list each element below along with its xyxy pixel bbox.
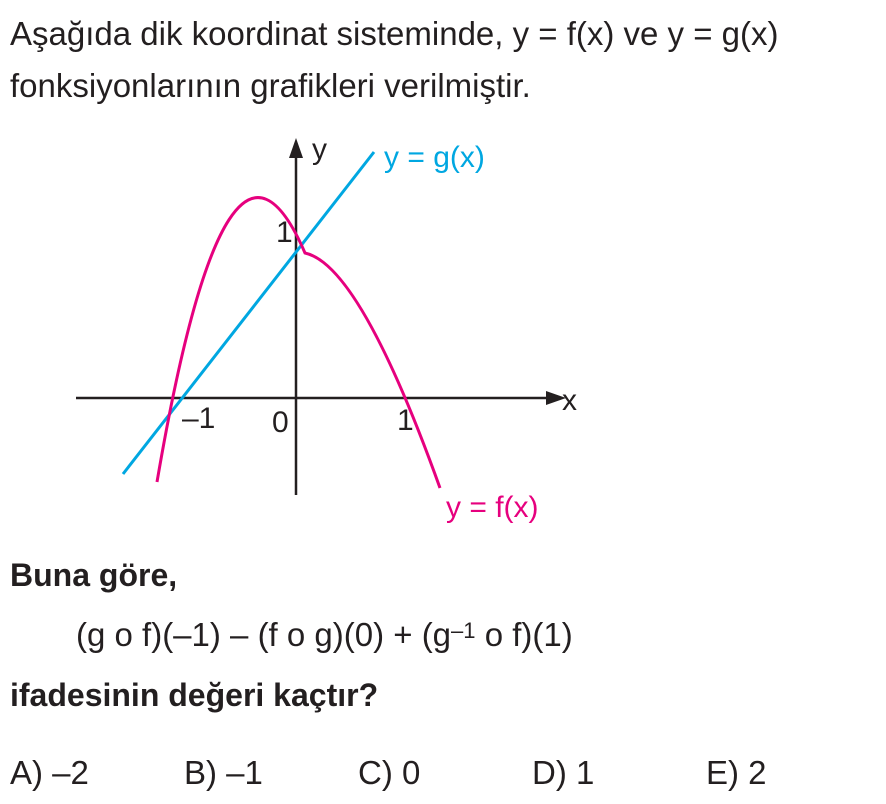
choice-a[interactable]: A) –2 — [10, 754, 89, 791]
question-prompt: Buna göre, — [10, 557, 178, 593]
question-text: ifadesinin değeri kaçtır? — [10, 677, 379, 713]
tick-x-neg1: –1 — [182, 402, 216, 435]
expression — [76, 615, 573, 655]
x-axis-label: x — [562, 384, 577, 417]
choice-c[interactable]: C) 0 — [358, 754, 421, 791]
choice-d[interactable]: D) 1 — [532, 754, 595, 791]
g-label: y = g(x) — [384, 141, 485, 174]
tick-y-1: 1 — [276, 216, 293, 249]
choice-b[interactable]: B) –1 — [184, 754, 263, 791]
tick-x-1: 1 — [397, 404, 414, 437]
expression-superscript: –1 — [451, 618, 476, 643]
expression-part-1: (g o f)(–1) – (f o g)(0) + (g — [76, 616, 452, 653]
tick-origin: 0 — [272, 406, 289, 439]
y-axis-arrow-icon — [289, 138, 303, 158]
expression-part-2: o f)(1) — [475, 616, 573, 653]
f-curve — [157, 198, 440, 488]
y-axis-label: y — [312, 133, 327, 166]
f-label: y = f(x) — [446, 491, 539, 524]
choice-e[interactable]: E) 2 — [706, 754, 767, 791]
function-graph — [0, 120, 886, 540]
intro-line-2: fonksiyonlarının grafikleri verilmiştir. — [10, 67, 531, 104]
intro-line-1: Aşağıda dik koordinat sisteminde, y = f(x) ve y = g(x) — [10, 15, 779, 52]
